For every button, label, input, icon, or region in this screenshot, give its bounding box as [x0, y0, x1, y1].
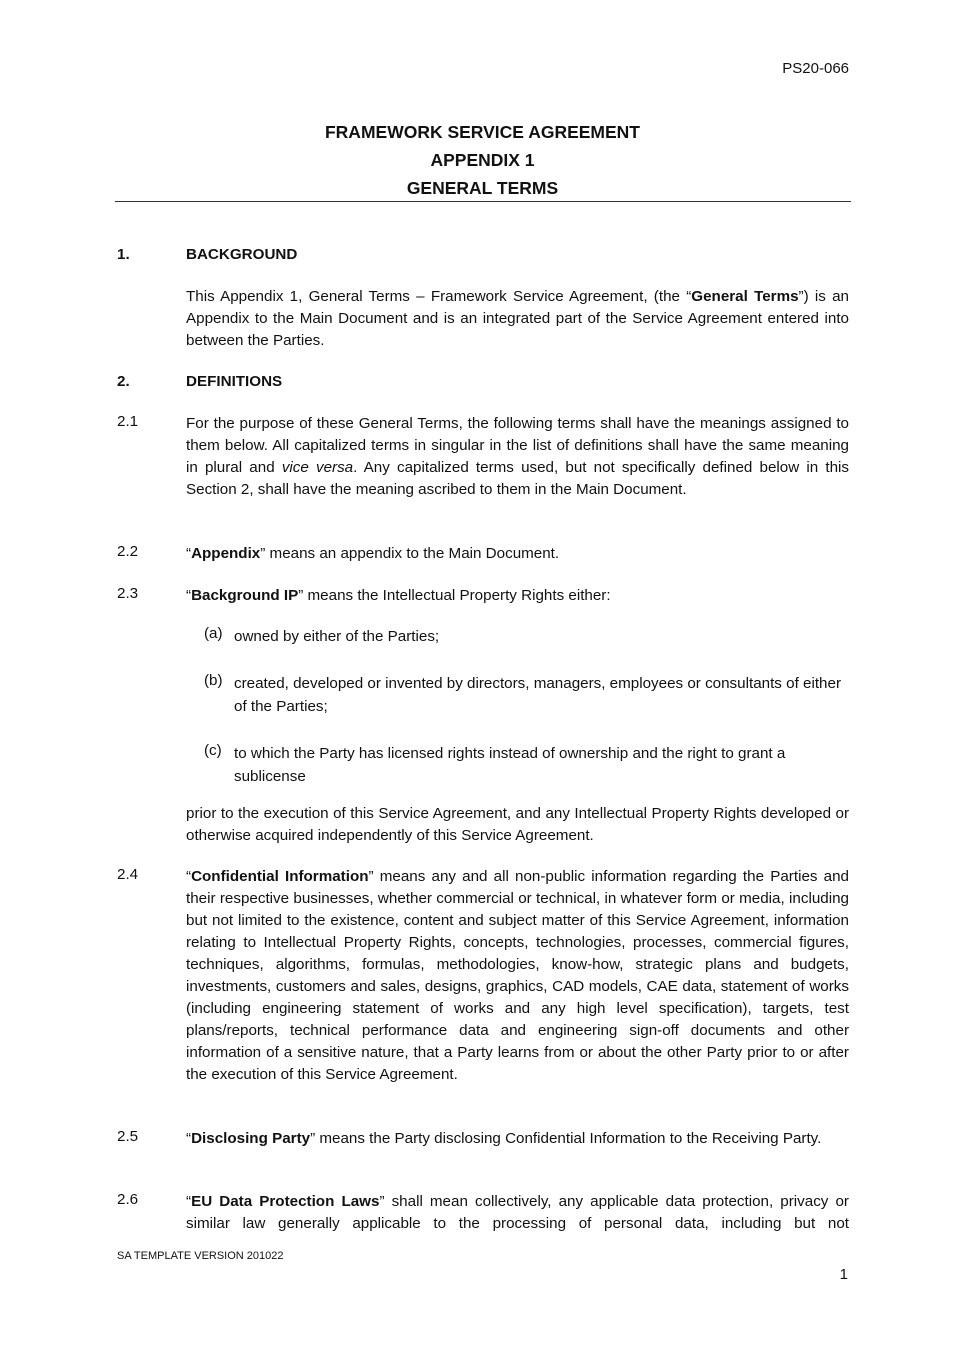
list-item-label: (a) [204, 625, 223, 642]
section-1-heading: BACKGROUND [186, 246, 298, 263]
section-2-number: 2. [117, 373, 130, 390]
list-item-text: owned by either of the Parties; [234, 628, 440, 645]
clause-2-3-tail: prior to the execution of this Service Agreement, and any Intellectual Property Rights developed or otherwise acquired independently of this Service Agreement. [186, 805, 849, 844]
clause-2-4-text: “Confidential Information” means any and all non-public information regarding the Parties and their respective businesses, whether commercial or technical, in whatever form or media, including but not limited to the existence, content and subject matter of this Service Agreement, information relating to Intellectual Property Rights, concepts, technologies, processes, commercial figures, techniques, algorithms, formulas, methodologies, know-how, strategic plans and budgets, investments, customers and sales, designs, graphics, CAD models, CAE data, statement of works (including engineering statement of works and any high level specification), targets, test plans/reports, technical performance data and engineering sign-off documents and other information of a sensitive nature, that a Party learns from or about the other Party prior to or after the execution of this Service Agreement. [186, 868, 849, 1083]
clause-2-2-text: “Appendix” means an appendix to the Main Document. [186, 545, 560, 562]
clause-2-3-number: 2.3 [117, 585, 139, 602]
clause-2-5-text: “Disclosing Party” means the Party disclosing Confidential Information to the Receiving Party. [186, 1130, 822, 1147]
section-1-number: 1. [117, 246, 130, 263]
clause-2-1-number: 2.1 [117, 413, 139, 430]
list-item-text: created, developed or invented by directors, managers, employees or consultants of either of the Parties; [234, 675, 841, 715]
clause-2-4-number: 2.4 [117, 866, 139, 883]
clause-2-6-text: “EU Data Protection Laws” shall mean collectively, any applicable data protection, privacy or similar law generally applicable to the processing of personal data, including but not [186, 1193, 849, 1232]
title-line-3: GENERAL TERMS [406, 178, 559, 198]
section-1-paragraph: This Appendix 1, General Terms – Framework Service Agreement, (the “General Terms”) is an Appendix to the Main Document and is an integrated part of the Service Agreement entered into between the Parties. [186, 288, 850, 349]
title-divider [115, 201, 851, 202]
list-item-label: (b) [204, 672, 223, 689]
list-item-text: to which the Party has licensed rights instead of ownership and the right to grant a sublicense [234, 745, 786, 785]
document-reference: PS20-066 [782, 60, 849, 77]
clause-2-1-text: For the purpose of these General Terms, the following terms shall have the meanings assigned to them below. All capitalized terms in singular in the list of definitions shall have the same meaning in plural and vice versa. Any capitalized terms used, but not specifically defined below in this Section 2, shall have the meaning ascribed to them in the Main Document. [186, 415, 849, 498]
page-number: 1 [839, 1266, 848, 1283]
clause-2-5-number: 2.5 [117, 1128, 139, 1145]
clause-2-3-text: “Background IP” means the Intellectual Property Rights either: [186, 587, 611, 604]
footer-template-version: SA TEMPLATE VERSION 201022 [117, 1250, 284, 1262]
document-title [115, 118, 850, 202]
list-item-label: (c) [204, 742, 222, 759]
title-line-2: APPENDIX 1 [430, 150, 535, 170]
title-line-1: FRAMEWORK SERVICE AGREEMENT [324, 122, 641, 142]
clause-2-2-number: 2.2 [117, 543, 139, 560]
section-2-heading: DEFINITIONS [186, 373, 283, 390]
clause-2-6-number: 2.6 [117, 1191, 139, 1208]
